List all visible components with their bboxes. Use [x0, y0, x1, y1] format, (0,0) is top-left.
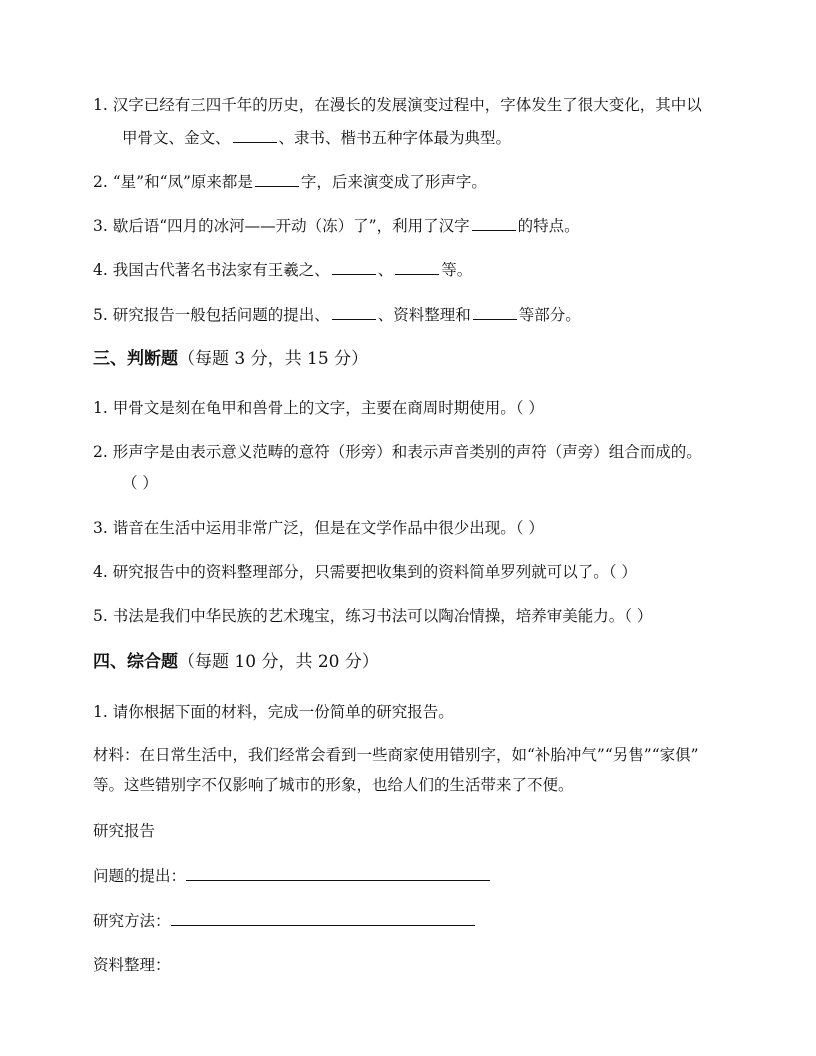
judge-q2-line1: 2. 形声字是由表示意义范畴的意符（形旁）和表示声音类别的声符（声旁）组合而成的。: [93, 443, 702, 461]
report-field-data: 资料整理：: [93, 956, 171, 974]
material-line2: 等。这些错别字不仅影响了城市的形象，也给人们的生活带来了不便。: [93, 776, 574, 794]
report-field-method: 研究方法：: [93, 910, 475, 932]
section-heading-judge: 三、判断题（每题 3 分，共 15 分）: [93, 349, 369, 369]
judge-q5: 5. 书法是我们中华民族的艺术瑰宝，练习书法可以陶冶情操，培养审美能力。（ ）: [93, 607, 653, 625]
judge-q4: 4. 研究报告中的资料整理部分，只需要把收集到的资料简单罗列就可以了。（ ）: [93, 563, 637, 581]
fill-q3: 3. 歇后语“四月的冰河——开动（冻）了”，利用了汉字 的特点。: [93, 217, 580, 235]
answer-blank[interactable]: [472, 215, 516, 231]
comp-q1: 1. 请你根据下面的材料，完成一份简单的研究报告。: [93, 703, 454, 721]
fill-q1-line2: 甲骨文、金文、 、隶书、楷书五种字体最为典型。: [122, 129, 512, 147]
report-field-question: 问题的提出：: [93, 865, 490, 887]
answer-blank[interactable]: [332, 304, 376, 320]
fill-q2: 2. “星”和“凤”原来都是 字，后来演变成了形声字。: [93, 173, 487, 191]
answer-line[interactable]: [186, 865, 490, 881]
judge-q1: 1. 甲骨文是刻在龟甲和兽骨上的文字，主要在商周时期使用。（ ）: [93, 399, 544, 417]
judge-q3: 3. 谐音在生活中运用非常广泛，但是在文学作品中很少出现。（ ）: [93, 519, 544, 537]
section-heading-comprehensive: 四、综合题（每题 10 分，共 20 分）: [93, 652, 379, 672]
fill-q5: 5. 研究报告一般包括问题的提出、 、资料整理和 等部分。: [93, 306, 581, 324]
report-title: 研究报告: [93, 822, 156, 840]
material-line1: 材料：在日常生活中，我们经常会看到一些商家使用错别字，如“补胎冲气”“另售”“家俱”: [93, 746, 699, 764]
fill-q1-line1: 1. 汉字已经有三四千年的历史，在漫长的发展演变过程中，字体发生了很大变化，其中以: [93, 96, 702, 114]
answer-blank[interactable]: [473, 304, 517, 320]
answer-blank[interactable]: [395, 259, 439, 275]
fill-q4: 4. 我国古代著名书法家有王羲之、 、 等。: [93, 261, 473, 279]
answer-line[interactable]: [171, 910, 475, 926]
judge-q2-line2: （ ）: [122, 474, 158, 492]
answer-blank[interactable]: [332, 259, 376, 275]
answer-blank[interactable]: [233, 127, 277, 143]
answer-blank[interactable]: [255, 171, 299, 187]
